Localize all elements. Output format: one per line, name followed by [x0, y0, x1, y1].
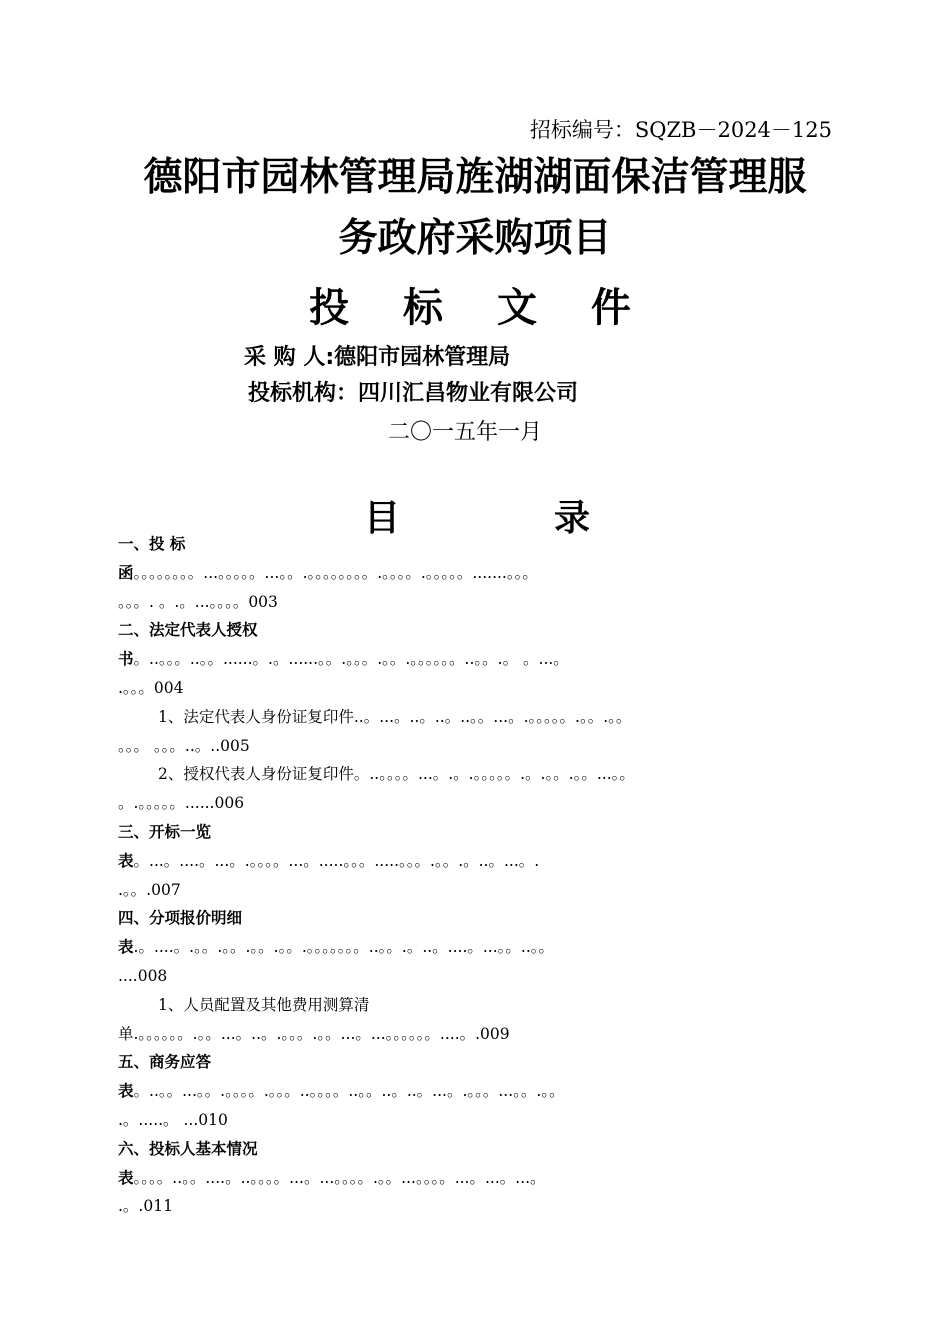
document-type-heading: 投 标 文 件 — [309, 285, 651, 331]
bid-number: 招标编号：SQZB－2024－125 — [529, 118, 832, 142]
toc-entry-lead: 表 — [118, 1082, 134, 1101]
toc-entry-leader-dots: 。...。....。...。.。。。。...。.....。。。.....。。。.。。.。..。...。. — [133, 851, 540, 870]
bidder-line: 投标机构：四川汇昌物业有限公司 — [248, 381, 579, 406]
toc-entry-line[interactable] — [118, 645, 838, 674]
toc-entry-leader-dots: 。..。。...。。.。。。。.。。。..。。。。..。。..。..。...。.。。。...。。.。。 — [133, 1082, 565, 1101]
toc-page-number-line[interactable]: .。.011 — [118, 1197, 173, 1216]
toc-entry-leader-dots: 。。。。..。。....。..。。。。...。...。。。。.。。...。。。。...。...。...。 — [133, 1168, 546, 1187]
toc-entry-leader-dots: 。..。。。..。。......。.。......。。.。。。.。。.。。。。。。..。。.。 。...。 — [133, 650, 569, 669]
toc-page-number-line[interactable]: .。。。004 — [118, 678, 184, 697]
toc-subentry-line[interactable]: 2、授权代表人身份证复印件。..。。。。...。.。.。。。。。.。.。。.。。...。。 — [158, 765, 635, 784]
toc-section-heading[interactable]: 一、投 标 — [118, 535, 186, 553]
toc-entry-lead: 表 — [118, 938, 134, 957]
toc-entry-leader-dots: .。....。.。。.。。.。。.。。.。。。。。。。..。。.。..。....。...。。..。。 — [133, 938, 555, 957]
toc-section-heading[interactable]: 三、开标一览 — [118, 822, 212, 841]
toc-page-number-line[interactable]: 。。。. 。.。...。。。。003 — [118, 592, 278, 611]
toc-page-number-line[interactable]: ....008 — [118, 966, 168, 985]
toc-entry-line[interactable] — [118, 847, 838, 876]
toc-entry-lead: 表 — [118, 1168, 134, 1187]
toc-entry-leader-dots: 。。。。。。。。...。。。。。...。。.。。。。。。。。.。。。。.。。。。。.......。。。 — [133, 563, 538, 582]
toc-section-heading[interactable]: 二、法定代表人授权 — [118, 621, 258, 640]
document-date: 二〇一五年一月 — [388, 420, 543, 445]
toc-section-heading[interactable]: 六、投标人基本情况 — [118, 1139, 258, 1158]
toc-title-char-1: 目 — [364, 498, 401, 539]
toc-page-number-line[interactable]: 。。。 。。。..。..005 — [118, 736, 250, 755]
toc-section-heading[interactable]: 五、商务应答 — [118, 1053, 212, 1072]
toc-entry-line[interactable] — [118, 933, 838, 962]
document-title-line-2: 务政府采购项目 — [338, 216, 612, 261]
document-title-line-1: 德阳市园林管理局旌湖湖面保洁管理服 — [143, 155, 807, 200]
toc-subentry-line[interactable]: 1、法定代表人身份证复印件..。...。..。..。..。。...。.。。。。。.。。.。。 — [158, 707, 632, 726]
table-of-contents — [118, 530, 838, 1221]
toc-page-number-line[interactable]: .。.....。 ...010 — [118, 1110, 228, 1129]
toc-entry-line[interactable] — [118, 1077, 838, 1106]
toc-entry-line[interactable] — [118, 1164, 838, 1193]
toc-entry-lead: 表 — [118, 851, 134, 870]
toc-entry-lead: 书 — [118, 650, 134, 669]
toc-section-heading[interactable]: 四、分项报价明细 — [118, 909, 243, 928]
toc-page-number-line[interactable]: 。.。。。。。......006 — [118, 794, 245, 813]
toc-page-number-line[interactable]: .。。.007 — [118, 880, 181, 899]
purchaser-line: 采 购 人:德阳市园林管理局 — [244, 345, 511, 370]
toc-title-char-2: 录 — [554, 498, 591, 539]
toc-entry-line[interactable] — [118, 559, 838, 588]
toc-subentry-line[interactable]: 1、人员配置及其他费用测算清 — [158, 995, 370, 1014]
toc-page-number-line[interactable]: 单.。。。。。。.。。...。..。.。。。.。。...。...。。。。。。....。.009 — [118, 1024, 510, 1043]
toc-entry-lead: 函 — [118, 563, 134, 582]
